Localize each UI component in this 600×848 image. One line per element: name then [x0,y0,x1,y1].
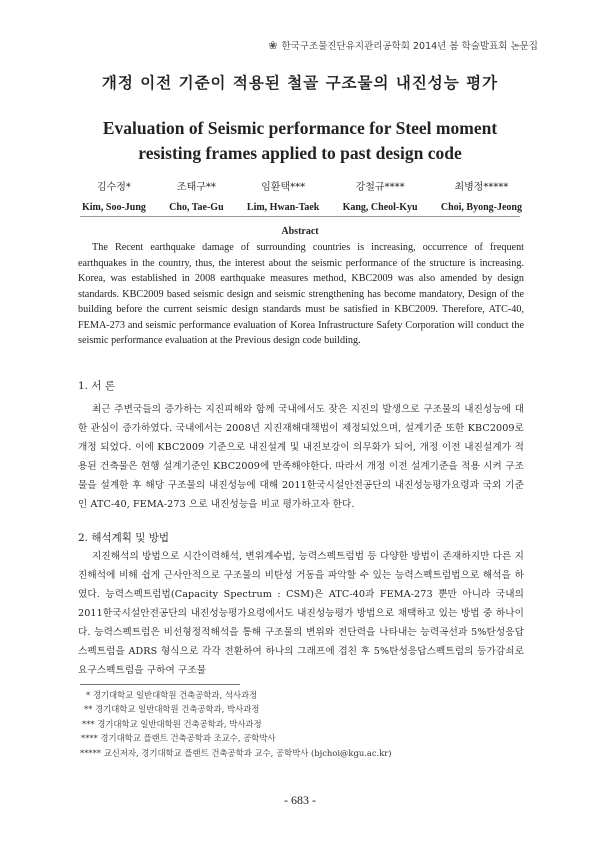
section-1-body [78,400,524,514]
footnotes [80,688,520,760]
running-head-text: 한국구조물진단유지관리공학회 2014년 봄 학술발표회 논문집 [281,41,538,52]
author-english-name: Kim, Soo-Jung [82,202,146,213]
author-english-name: Kang, Cheol-Kyu [342,202,418,213]
section-2-body [78,547,524,680]
section-1-paragraph: 최근 주변국들의 증가하는 지진피해와 함께 국내에서도 잦은 지진의 발생으로 구조물의 내진성능에 대한 관심이 증가하였다. 국내에서는 2008년 지진재해대책법이 제정되었으며, 설계기준 또한 KBC2009로 개정 되었다. 이에 KBC2009 기준으로 내진설계 및 내진보강이 의무화가 되어, 개정 이전 내진설계가 적용된 건축물은 현행 설계기준인 KBC2009에 만족해야한다. 따라서 개정 이전 설계기준을 적용 시켜 구조물을 설계한 후 해당 구조물의 내진성능에 대해 2011한국시설안전공단의 내진성능평가요령과 국외 기준인 ATC-40, FEMA-273 으로 내진성능을 비교 평가하고자 한다. [78,404,524,510]
author [343,178,418,218]
author-korean-name: 강철규**** [355,182,405,193]
author-english-name: Cho, Tae-Gu [169,202,224,213]
footnote: **** 경기대학교 플랜트 건축공학과 조교수, 공학박사 [81,733,276,744]
author-korean-name: 최병정***** [454,182,509,193]
footnote-divider [80,684,240,685]
abstract-body [78,240,524,349]
author-korean-name: 임환택*** [261,182,306,193]
footnote: ** 경기대학교 일반대학원 건축공학과, 박사과정 [84,704,260,715]
section-2-title: 2. 해석계획 및 방법 [78,532,170,544]
footnote: ***** 교신저자, 경기대학교 플랜트 건축공학과 교수, 공학박사 (bjchoi@kgu.ac.kr) [80,747,392,758]
korean-title: 개정 이전 기준이 적용된 철골 구조물의 내진성능 평가 [101,73,499,92]
author-korean-name: 조태구** [176,182,216,193]
author-english-name: Choi, Byong-Jeong [440,202,522,213]
author [441,178,522,218]
author [82,178,146,218]
english-title [0,116,600,166]
english-title-line1: Evaluation of Seismic performance for Steel moment [102,118,498,138]
author-english-name: Lim, Hwan-Taek [246,202,320,213]
section-2-paragraph: 지진해석의 방법으로 시간이력해석, 변위계수법, 능력스펙트럼법 등 다양한 방법이 존재하지만 다른 지진해석에 비해 쉽게 근사안적으로 구조물의 비탄성 거동을 파악할 수 있는 능력스펙트럼법으로 해석을 하였다. 능력스펙트럼법(Capacity Spectrum : CSM)은 ATC-40과 FEMA-273 뿐만 아니라 국내의 2011한국시설안전공단의 내진성능평가요령에서도 내진성능평가 방법으로 채택하고 있는 방법 중 하나이다. 능력스펙트럼은 비선형정적해석을 통해 구조물의 변위와 전단력을 나타내는 능력곡선과 5%탄성응답스펙트럼을 ADRS 형식으로 각각 전환하여 하나의 그래프에 겹친 후 5%탄성응답스펙트럼의 등가감쇠로 요구스펙트럼을 구하여 구조물 [78,551,524,676]
title-divider [80,216,520,217]
author [247,178,319,218]
page-number: - 683 - [284,793,316,807]
english-title-line2: resisting frames applied to past design code [138,143,462,163]
author-korean-name: 김수정* [96,182,131,193]
abstract-paragraph: The Recent earthquake damage of surrounding countries is increasing, occurrence of frequent earthquakes in the country, thus, the interest about the seismic performance of the structure is increasing. Korea, was established in 2008 earthquake measures method, KBC2009 was also amended by design standards. KBC2009 based seismic design and seismic strengthening has become mandatory, Design of the building before the current seismic design standards must be satisfied in KBC2009. Therefore, ATC-40, FEMA-273 and seismic performance evaluation of Korea Infrastructure Safety Corporation will conduct the seismic performance evaluation at the Previous design code building. [78,242,524,346]
abstract-heading: Abstract [281,226,319,237]
section-1-title: 1. 서 론 [78,380,115,392]
footnote: * 경기대학교 일반대학원 건축공학과, 석사과정 [86,690,258,700]
logo-icon: ❀ [268,38,278,52]
running-head [268,38,538,52]
author [169,178,223,218]
footnote: *** 경기대학교 일반대학원 건축공학과, 박사과정 [82,718,262,729]
author-list [82,178,522,218]
